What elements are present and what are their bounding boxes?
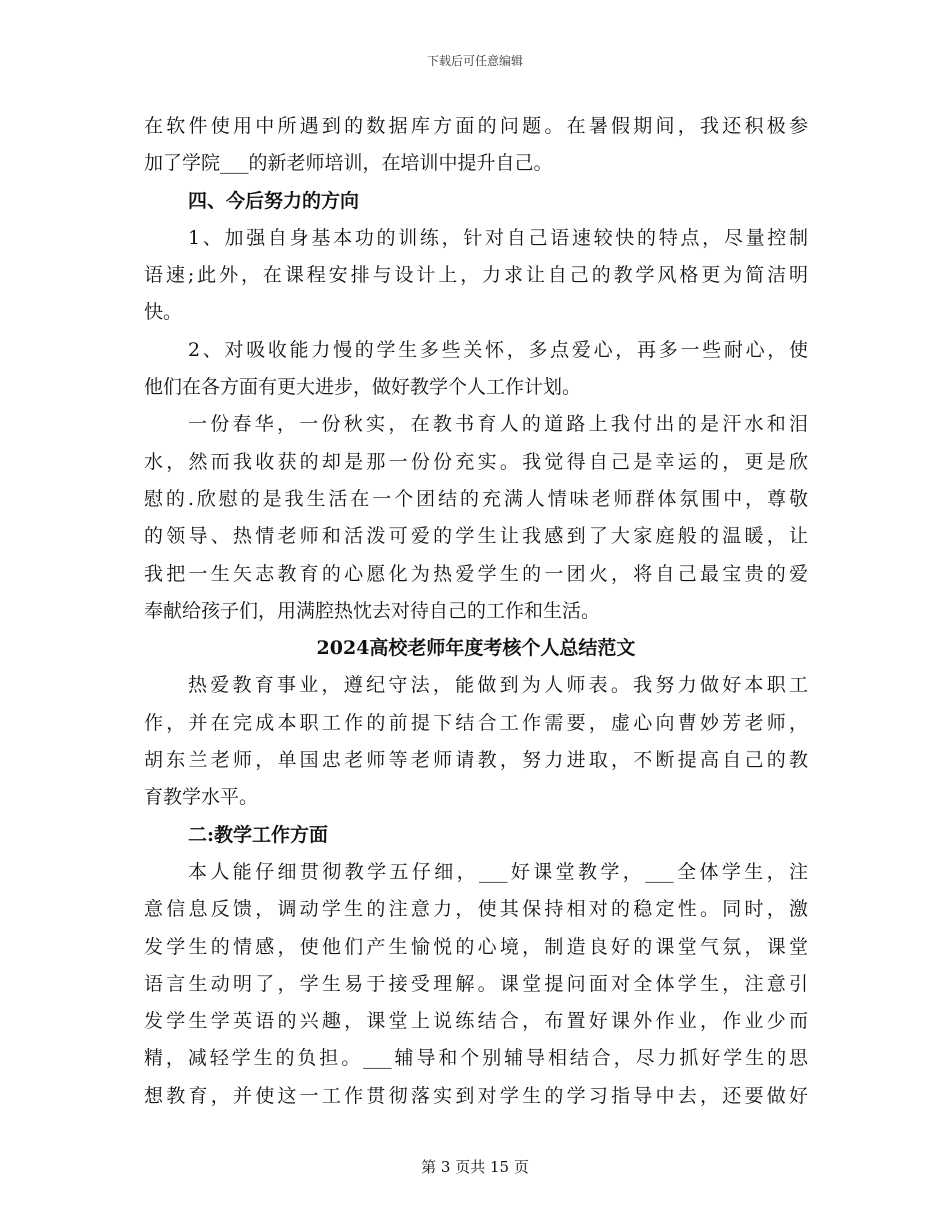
body-line: 发学生学英语的兴趣，课堂上说练结合，布置好课外作业，作业少而: [144, 1010, 808, 1033]
page-header: 下载后可任意编辑: [426, 54, 523, 68]
body-line: 语言生动明了，学生易于接受理解。课堂提问面对全体学生，注意引: [144, 972, 808, 995]
body-line: 他们在各方面有更大进步，做好教学个人工作计划。: [144, 376, 582, 399]
body-line: 慰的.欣慰的是我生活在一个团结的充满人情味老师群体氛围中，尊敬: [144, 487, 808, 510]
section-heading: 二:教学工作方面: [188, 823, 329, 846]
body-line: 一份春华，一份秋实，在教书育人的道路上我付出的是汗水和泪: [188, 413, 808, 436]
body-line: 语速;此外，在课程安排与设计上，力求让自己的教学风格更为简洁明: [144, 264, 808, 287]
body-line: 我把一生矢志教育的心愿化为热爱学生的一团火，将自己最宝贵的爱: [144, 562, 808, 585]
body-line: 快。: [144, 301, 183, 324]
body-line: 的领导、热情老师和活泼可爱的学生让我感到了大家庭般的温暖，让: [144, 525, 808, 548]
body-line: 胡东兰老师，单国忠老师等老师请教，努力进取，不断提高自己的教: [144, 749, 808, 772]
body-line: 精，减轻学生的负担。___辅导和个别辅导相结合，尽力抓好学生的思: [144, 1047, 808, 1070]
body-line: 作，并在完成本职工作的前提下结合工作需要，虚心向曹妙芳老师，: [144, 711, 808, 734]
body-line: 2、对吸收能力慢的学生多些关怀，多点爱心，再多一些耐心，使: [188, 338, 808, 361]
body-line: 水，然而我收获的却是那一份份充实。我觉得自己是幸运的，更是欣: [144, 450, 808, 473]
body-line: 本人能仔细贯彻教学五仔细，___好课堂教学，___全体学生，注: [188, 860, 808, 883]
body-line: 想教育，并使这一工作贯彻落实到对学生的学习指导中去，还要做好: [144, 1084, 808, 1107]
body-line: 奉献给孩子们，用满腔热忱去对待自己的工作和生活。: [144, 599, 601, 622]
section-heading: 四、今后努力的方向: [188, 189, 360, 212]
body-line: 在软件使用中所遇到的数据库方面的问题。在暑假期间，我还积极参: [144, 115, 808, 137]
body-line: 发学生的情感，使他们产生愉悦的心境，制造良好的课堂气氛，课堂: [144, 935, 808, 958]
article-title: 2024高校老师年度考核个人总结范文: [316, 637, 636, 660]
body-line: 育教学水平。: [144, 786, 259, 809]
body-line: 1、加强自身基本功的训练，针对自己语速较快的特点，尽量控制: [188, 226, 808, 249]
page-footer: 第 3 页共 15 页: [421, 1158, 529, 1176]
document-body: [144, 108, 808, 1115]
body-line: 意信息反馈，调动学生的注意力，使其保持相对的稳定性。同时，激: [144, 898, 808, 921]
body-line: 热爱教育事业，遵纪守法，能做到为人师表。我努力做好本职工: [188, 674, 808, 697]
body-line: 加了学院___的新老师培训，在培训中提升自己。: [144, 152, 553, 175]
